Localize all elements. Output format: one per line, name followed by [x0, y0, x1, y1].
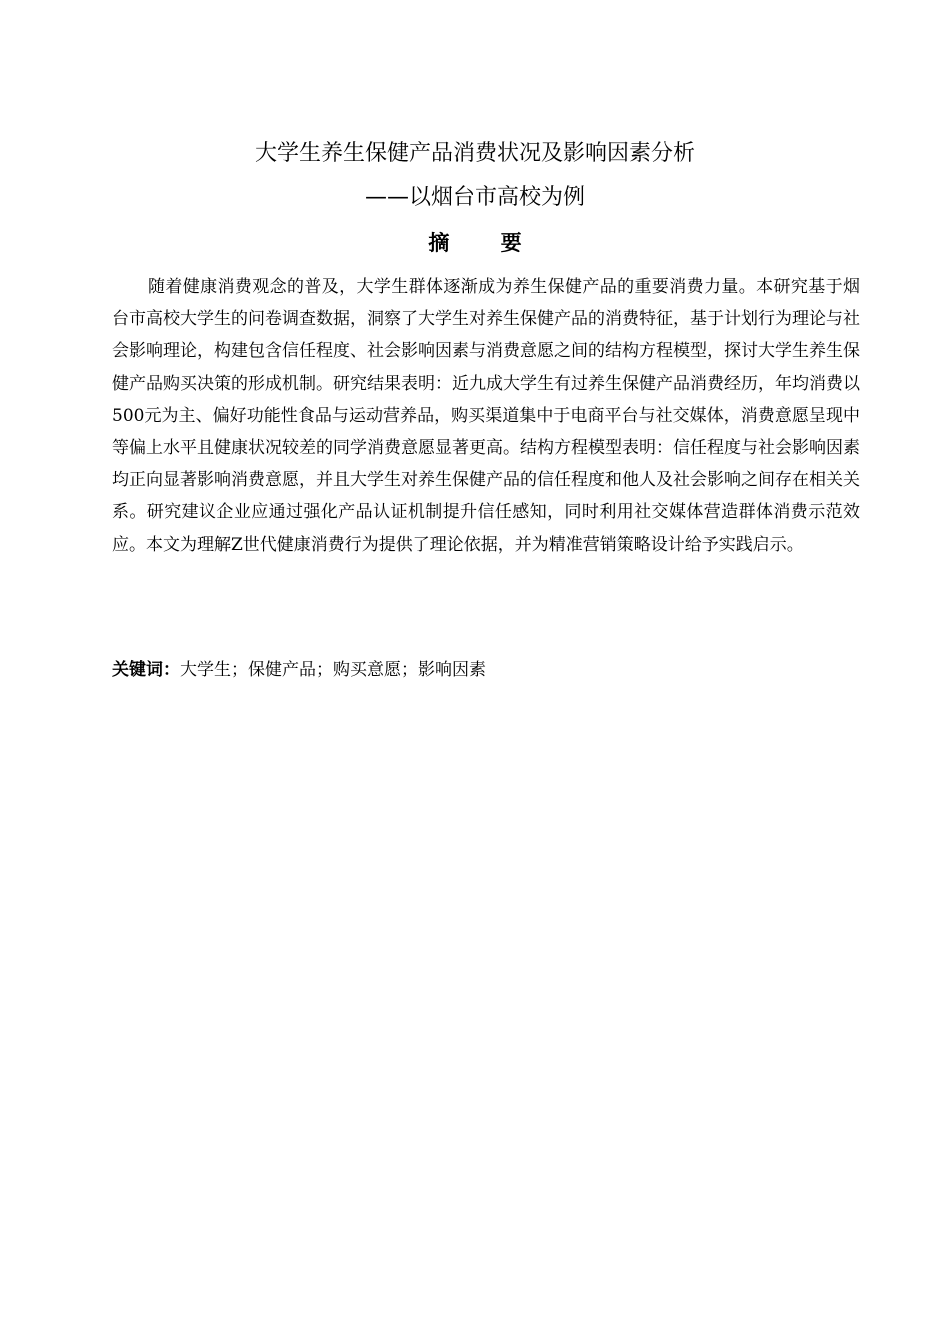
paper-title: 大学生养生保健产品消费状况及影响因素分析: [254, 141, 695, 166]
paper-subtitle: ——以烟台市高校为例: [364, 185, 585, 210]
abstract-paragraph: 随着健康消费观念的普及，大学生群体逐渐成为养生保健产品的重要消费力量。本研究基于烟台市高校大学生的问卷调查数据，洞察了大学生对养生保健产品的消费特征，基于计划行为理论与社会影响理论，构建包含信任程度、社会影响因素与消费意愿之间的结构方程模型，探讨大学生养生保健产品购买决策的形成机制。研究结果表明：近九成大学生有过养生保健产品消费经历，年均消费以500元为主、偏好功能性食品与运动营养品，购买渠道集中于电商平台与社交媒体，消费意愿呈现中等偏上水平且健康状况较差的同学消费意愿显著更高。结构方程模型表明：信任程度与社会影响因素均正向显著影响消费意愿，并且大学生对养生保健产品的信任程度和他人及社会影响之间存在相关关系。研究建议企业应通过强化产品认证机制提升信任感知，同时利用社交媒体营造群体消费示范效应。本文为理解Z世代健康消费行为提供了理论依据，并为精准营销策略设计给予实践启示。: [112, 277, 860, 555]
keywords-list: 大学生；保健产品；购买意愿；影响因素: [180, 660, 486, 680]
abstract-heading: 摘 要: [428, 231, 544, 255]
keywords-label: 关键词：: [112, 660, 180, 680]
keywords-line: [112, 654, 860, 686]
